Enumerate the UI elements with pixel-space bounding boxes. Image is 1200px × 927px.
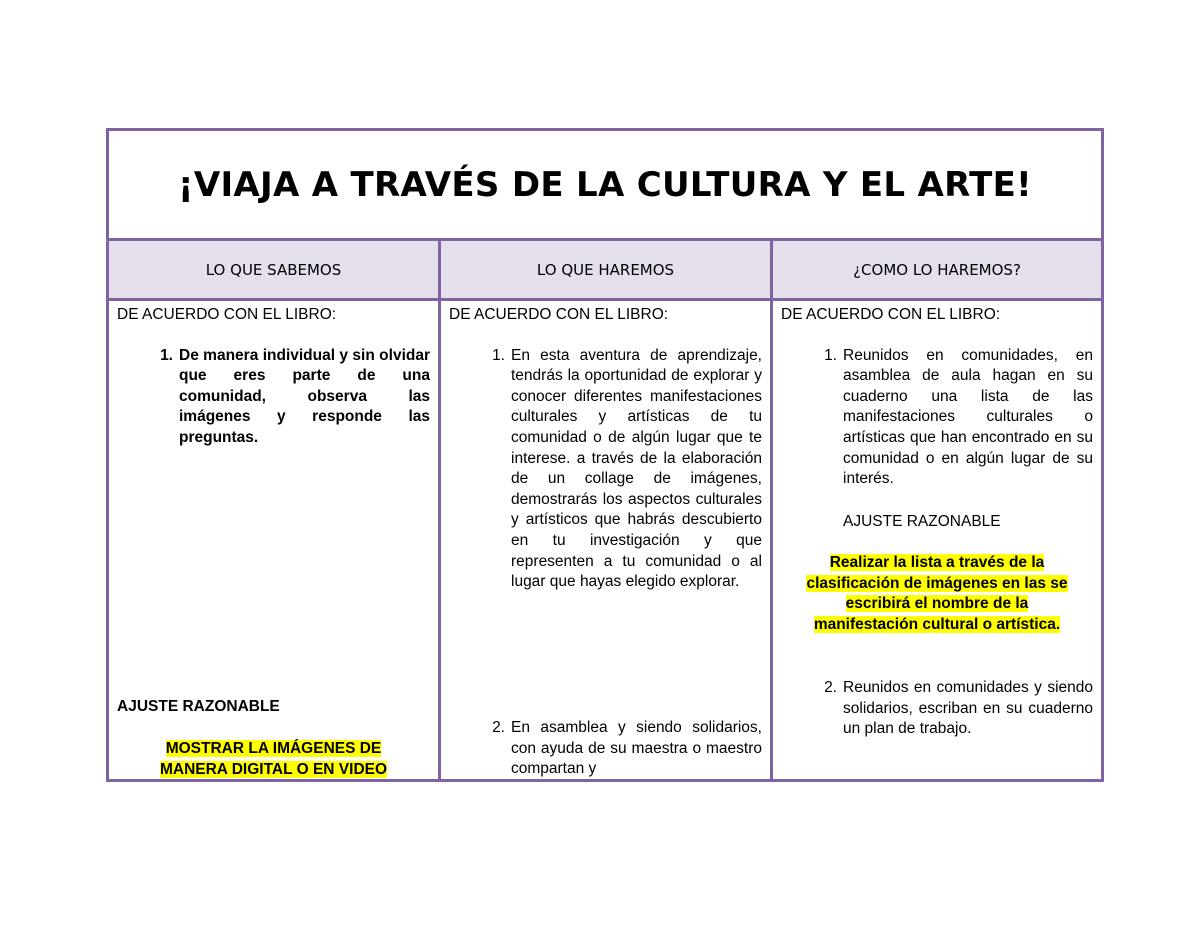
highlight-line: MANERA DIGITAL O EN VIDEO: [159, 760, 388, 778]
header-como-lo-haremos: ¿COMO LO HAREMOS?: [773, 241, 1101, 301]
list-number: 1.: [492, 346, 505, 364]
list-text: De manera individual y sin olvidar que eres parte de una comunidad, observa las imágenes y responde las preguntas.: [179, 346, 430, 446]
list-text: En asamblea y siendo solidarios, con ayuda de su maestra o maestro compartan y: [511, 719, 762, 778]
highlight-line: clasificación de imágenes en las se: [806, 574, 1068, 592]
list-number: 2.: [492, 719, 505, 736]
list-item: [117, 346, 430, 449]
cell-lead: DE ACUERDO CON EL LIBRO:: [781, 306, 1001, 323]
ajuste-label: AJUSTE RAZONABLE: [843, 513, 1001, 530]
list-item: [449, 718, 762, 779]
list-item: [781, 678, 1093, 740]
cell-lo-que-haremos: [441, 301, 773, 779]
highlight-line: Realizar la lista a través de la: [829, 554, 1045, 571]
ajuste-highlight: [781, 553, 1093, 635]
cell-lead: DE ACUERDO CON EL LIBRO:: [117, 306, 337, 323]
list-text: Reunidos en comunidades y siendo solidarios, escriban en su cuaderno un plan de trabajo.: [843, 679, 1093, 738]
list-item: [449, 346, 762, 593]
list-text: En esta aventura de aprendizaje, tendrás la oportunidad de explorar y conocer diferentes manifestaciones culturales y artísticas de tu comunidad o de algún lugar que te interese. a través de la elaboración de un collage de imágenes, demostrarás los aspectos culturales y artísticos que habrás descubierto en tu investigación y que representen a tu comunidad o al lugar que hayas elegido explorar.: [511, 346, 762, 591]
list-number: 1.: [160, 346, 173, 364]
list-number: 1.: [824, 346, 837, 364]
highlight-line: MOSTRAR LA IMÁGENES DE: [165, 740, 382, 757]
cell-lead: DE ACUERDO CON EL LIBRO:: [449, 306, 669, 323]
activity-table: [106, 128, 1104, 782]
header-lo-que-haremos: LO QUE HAREMOS: [441, 241, 773, 301]
highlight-line: manifestación cultural o artística.: [813, 615, 1061, 633]
cell-lo-que-sabemos: [109, 301, 441, 779]
cell-como-lo-haremos: [773, 301, 1101, 779]
ajuste-label: AJUSTE RAZONABLE: [117, 698, 280, 715]
list-text: Reunidos en comunidades, en asamblea de aula hagan en su cuaderno una lista de las manifestaciones culturales o artísticas que han encontrado en su comunidad o en algún lugar de su interés.: [843, 346, 1093, 488]
list-number: 2.: [824, 679, 837, 696]
page-title: ¡VIAJA A TRAVÉS DE LA CULTURA Y EL ARTE!: [109, 131, 1101, 241]
header-lo-que-sabemos: LO QUE SABEMOS: [109, 241, 441, 301]
ajuste-highlight: [117, 739, 430, 779]
highlight-line: escribirá el nombre de la: [845, 595, 1029, 613]
list-item: [781, 346, 1093, 490]
